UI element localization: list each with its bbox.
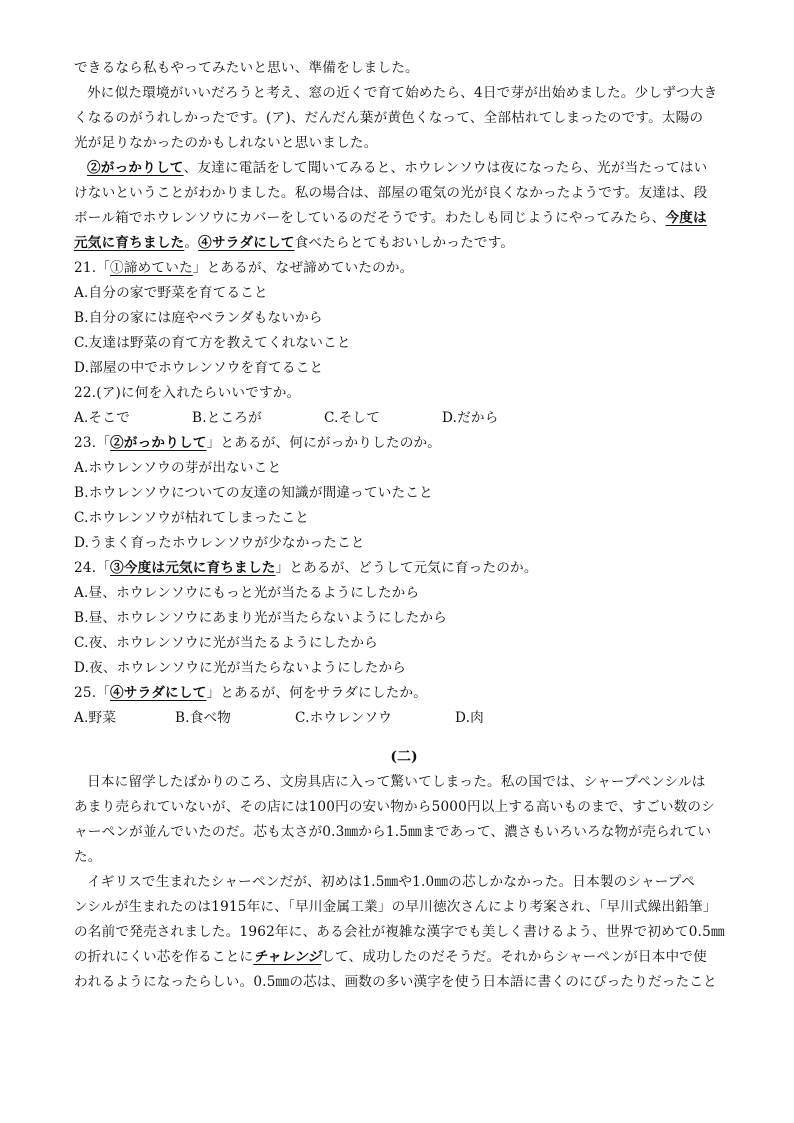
question-number: 21.「: [74, 260, 111, 276]
option-c[interactable]: C.夜、ホウレンソウに光が当たるようにしたから: [74, 635, 378, 651]
passage-line: 光が足りなかったのかもしれないと思いました。: [74, 135, 378, 151]
passage-line: ャーペンが並んでいたのだ。芯も太さが0.3㎜から1.5㎜まであって、濃さもいろいろな物が売られてい: [74, 824, 712, 840]
passage-line: あまり売られていないが、その店には100円の安い物から5000円以上する高いものまで、すごい数のシ: [74, 799, 716, 815]
section-2: [74, 745, 734, 995]
passage-line: [74, 231, 734, 256]
question-number: 25.「: [74, 685, 111, 701]
exam-page: [74, 56, 734, 995]
option-a[interactable]: A.昼、ホウレンソウにもっと光が当たるようにしたから: [74, 585, 420, 601]
passage-line: 日本に留学したばかりのころ、文房具店に入って驚いてしまった。私の国では、シャープペンシルは: [87, 774, 706, 790]
question-text: 」とあるが、どうして元気に育ったのか。: [275, 560, 538, 576]
passage-line: [74, 156, 734, 181]
question-mark-text: ①諦めていた: [110, 260, 193, 276]
section-gap: [74, 731, 734, 745]
passage-line: くなるのがうれしかったです。(ア)、だんだん葉が黄色くなって、全部枯れてしまったのです。太陽の: [74, 110, 704, 126]
options-row: [74, 406, 734, 431]
option-b[interactable]: B.昼、ホウレンソウにあまり光が当たらないようにしたから: [74, 610, 448, 626]
question-23: [74, 431, 734, 556]
option-b[interactable]: B.ところが: [192, 410, 262, 426]
question-mark-text: ②がっかりして: [110, 435, 207, 451]
option-c[interactable]: C.友達は野菜の育て方を教えてくれないこと: [74, 335, 351, 351]
option-b[interactable]: B.自分の家には庭やベランダもないから: [74, 310, 323, 326]
question-number: 24.「: [74, 560, 111, 576]
underlined-phrase-3b: 元気に育ちました: [74, 235, 185, 251]
question-number: 23.「: [74, 435, 111, 451]
option-d[interactable]: D.だから: [442, 410, 499, 426]
option-b[interactable]: B.ホウレンソウについての友達の知識が間違っていたこと: [74, 485, 433, 501]
passage-1: [74, 56, 734, 256]
passage-line: た。: [74, 849, 102, 865]
option-d[interactable]: D.夜、ホウレンソウに光が当たらないようにしたから: [74, 660, 407, 676]
underlined-phrase-4: ④サラダにして: [198, 235, 295, 251]
passage-line: イギリスで生まれたシャーペンだが、初めは1.5㎜や1.0㎜の芯しかなかった。日本製のシャープペ: [87, 874, 695, 890]
option-a[interactable]: A.そこで: [74, 410, 130, 426]
question-mark-text: ④サラダにして: [110, 685, 207, 701]
option-a[interactable]: A.野菜: [74, 710, 117, 726]
passage-text: 、友達に電話をして聞いてみると、ホウレンソウは夜になったら、光が当たってはい: [183, 160, 708, 176]
question-stem: [74, 681, 734, 706]
option-b[interactable]: B.食べ物: [175, 710, 232, 726]
passage-line: ンシルが生まれたのは1915年に、「早川金属工業」の早川徳次さんにより考案され、「早川式繰出鉛筆」: [74, 899, 717, 915]
option-a[interactable]: A.自分の家で野菜を育てること: [74, 285, 268, 301]
question-text: 」とあるが、なぜ諦めていたのか。: [192, 260, 414, 276]
passage-text: 。: [184, 235, 199, 251]
section-title: (二): [390, 749, 418, 765]
passage-line: われるようになったらしい。0.5㎜の芯は、画数の多い漢字を使う日本語に書くのにぴったりだったこと: [74, 974, 717, 990]
passage-line: けないということがわかりました。私の場合は、部屋の電気の光が良くなかったようです。友達は、段: [74, 185, 708, 201]
option-a[interactable]: A.ホウレンソウの芽が出ないこと: [74, 460, 282, 476]
passage-text: して、成功したのだそうだ。それからシャーペンが日本中で使: [321, 949, 707, 965]
underlined-phrase-3a: 今度は: [665, 210, 707, 226]
question-stem: [74, 256, 734, 281]
question-21: [74, 256, 734, 381]
passage-line: 外に似た環境がいいだろうと考え、窓の近くで育て始めたら、4日で芽が出始めました。少しずつ大き: [87, 85, 718, 101]
question-mark-text: ③今度は元気に育ちました: [110, 560, 276, 576]
option-c[interactable]: C.そして: [324, 410, 381, 426]
underlined-phrase-2: ②がっかりして: [87, 160, 184, 176]
question-22: [74, 381, 734, 431]
option-c[interactable]: C.ホウレンソウ: [295, 710, 393, 726]
question-24: [74, 556, 734, 681]
option-d[interactable]: D.肉: [455, 710, 484, 726]
underlined-word-challenge: チャレンジ: [253, 949, 322, 965]
passage-line: できるなら私もやってみたいと思い、準備をしました。: [74, 60, 419, 76]
question-stem: 22.(ア)に何を入れたらいいですか。: [74, 385, 301, 401]
passage-text: の折れにくい芯を作ることに: [74, 949, 254, 965]
question-stem: [74, 556, 734, 581]
passage-line: [74, 206, 734, 231]
passage-line: [74, 945, 734, 970]
passage-line: の名前で発売されました。1962年に、ある会社が複雑な漢字でも美しく書けるよう、世界で初めて0.5㎜: [74, 924, 725, 940]
passage-text: ボール箱でホウレンソウにカバーをしているのだそうです。わたしも同じようにやってみたら、: [74, 210, 666, 226]
question-stem: [74, 431, 734, 456]
options-row: [74, 706, 734, 731]
option-d[interactable]: D.部屋の中でホウレンソウを育てること: [74, 360, 324, 376]
option-d[interactable]: D.うまく育ったホウレンソウが少なかったこと: [74, 535, 365, 551]
option-c[interactable]: C.ホウレンソウが枯れてしまったこと: [74, 510, 309, 526]
passage-text: 食べたらとてもおいしかったです。: [294, 235, 515, 251]
question-text: 」とあるが、何にがっかりしたのか。: [206, 435, 442, 451]
question-text: 」とあるが、何をサラダにしたか。: [206, 685, 428, 701]
question-25: [74, 681, 734, 731]
